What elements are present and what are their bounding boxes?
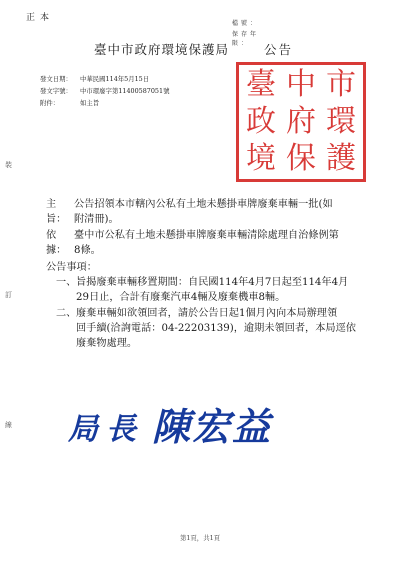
item-line: 旨揭廢棄車輛移置期間：自民國114年4月7日起至114年4月 bbox=[76, 277, 349, 288]
signature-title: 局長 bbox=[68, 412, 144, 447]
subject-section bbox=[46, 197, 372, 227]
seal-char: 府 bbox=[286, 103, 316, 139]
binding-mark: 線 bbox=[5, 421, 12, 429]
issue-number-row bbox=[40, 86, 169, 95]
official-seal bbox=[236, 62, 366, 182]
seal-char: 市 bbox=[326, 67, 356, 103]
retention-label bbox=[232, 29, 260, 47]
subject-label: 主旨： bbox=[46, 199, 67, 225]
attachment-label: 附件： bbox=[40, 99, 60, 107]
issue-number-label: 發文字號： bbox=[40, 87, 72, 95]
seal-char: 保 bbox=[286, 140, 316, 176]
binding-mark: 訂 bbox=[5, 291, 12, 299]
issue-date-label: 發文日期： bbox=[40, 75, 72, 83]
signature-name: 陳宏益 bbox=[152, 404, 273, 449]
basis-section bbox=[46, 228, 372, 258]
file-number-text: 檔號： bbox=[232, 20, 260, 27]
issue-number-value: 中市環廢字第11400587051號 bbox=[80, 87, 170, 95]
items-heading: 公告事項： bbox=[46, 262, 97, 273]
page-number: 第1頁，共1頁 bbox=[179, 534, 221, 542]
copy-mark: 正本 bbox=[26, 13, 55, 23]
basis-label: 依據： bbox=[46, 230, 67, 256]
subject-line: 附清冊)。 bbox=[74, 214, 119, 225]
notice-item-2 bbox=[56, 306, 362, 351]
basis-line: 臺中市公私有土地未懸掛車牌廢棄車輛清除處理自治條例第 bbox=[74, 230, 339, 241]
seal-char: 環 bbox=[326, 103, 356, 139]
seal-char: 境 bbox=[246, 140, 276, 176]
seal-char: 臺 bbox=[246, 67, 276, 103]
attachment-value: 如主旨 bbox=[80, 99, 100, 107]
item-line: 29日止，合計有廢棄汽車4輛及廢棄機車8輛。 bbox=[76, 292, 286, 303]
item-number: 二、 bbox=[56, 308, 77, 319]
issue-date-value: 中華民國114年5月15日 bbox=[80, 75, 150, 83]
notice-item-1 bbox=[56, 275, 362, 305]
binding-mark: 裝 bbox=[5, 161, 12, 169]
seal-char: 政 bbox=[246, 103, 276, 139]
item-number: 一、 bbox=[56, 277, 77, 288]
item-line: 廢棄物處理。 bbox=[76, 338, 138, 349]
issue-date-row bbox=[40, 74, 149, 83]
attachment-row bbox=[40, 98, 99, 107]
item-line: 廢棄車輛如欲領回者，請於公告日起1個月內向本局辦理領 bbox=[76, 308, 338, 319]
retention-text: 保存年限： bbox=[232, 31, 260, 47]
document-type-title: 公告 bbox=[264, 42, 294, 57]
subject-line: 公告招領本市轄內公私有土地未懸掛車牌廢棄車輛一批(如 bbox=[74, 199, 333, 210]
file-number-label bbox=[232, 18, 260, 27]
seal-char: 護 bbox=[326, 140, 356, 176]
seal-char: 中 bbox=[286, 67, 316, 103]
basis-line: 8條。 bbox=[74, 245, 101, 256]
organization-title: 臺中市政府環境保護局 bbox=[94, 42, 230, 57]
item-line: 回手續(洽詢電話：04-22203139)，逾期未領回者，本局逕依 bbox=[76, 323, 356, 334]
